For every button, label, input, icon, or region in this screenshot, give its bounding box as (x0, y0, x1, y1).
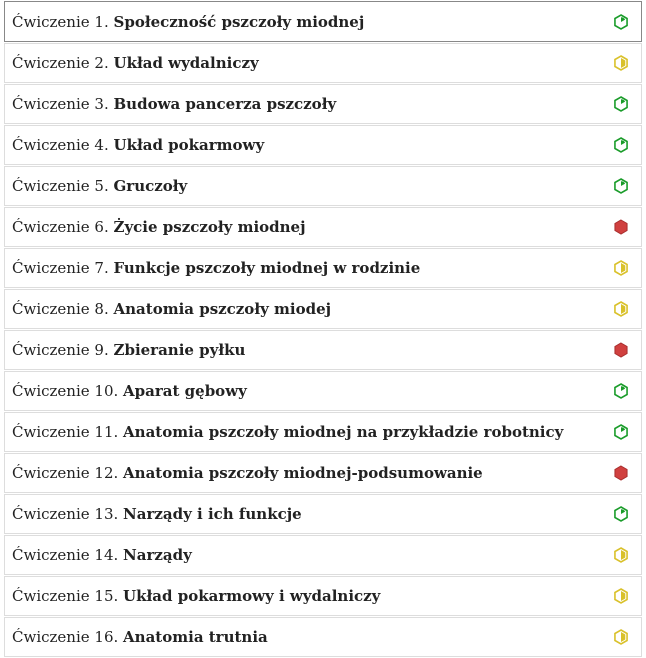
exercise-label (12, 218, 306, 236)
exercise-label (12, 628, 268, 646)
exercise-label (12, 95, 336, 113)
status-failed-icon (613, 341, 629, 359)
exercise-number: Ćwiczenie 5. (12, 177, 109, 195)
exercise-number: Ćwiczenie 15. (12, 587, 119, 605)
status-done-icon (613, 423, 629, 441)
status-partial-icon (613, 300, 629, 318)
status-done-icon (613, 13, 629, 31)
exercise-number: Ćwiczenie 9. (12, 341, 109, 359)
exercise-label (12, 587, 380, 605)
exercise-number: Ćwiczenie 2. (12, 54, 109, 72)
exercise-list (4, 1, 642, 658)
exercise-row[interactable] (4, 84, 642, 124)
exercise-title: Układ wydalniczy (113, 54, 259, 72)
exercise-number: Ćwiczenie 8. (12, 300, 109, 318)
exercise-row[interactable] (4, 494, 642, 534)
status-done-icon (613, 177, 629, 195)
exercise-title: Gruczoły (113, 177, 188, 195)
exercise-title: Układ pokarmowy (113, 136, 265, 154)
exercise-label (12, 54, 259, 72)
exercise-title: Funkcje pszczoły miodnej w rodzinie (113, 259, 421, 277)
exercise-title: Narządy i ich funkcje (123, 505, 302, 523)
exercise-number: Ćwiczenie 6. (12, 218, 109, 236)
exercise-label (12, 13, 364, 31)
exercise-number: Ćwiczenie 11. (12, 423, 119, 441)
exercise-number: Ćwiczenie 13. (12, 505, 119, 523)
status-failed-icon (613, 464, 629, 482)
status-failed-icon (613, 218, 629, 236)
exercise-number: Ćwiczenie 1. (12, 12, 109, 31)
status-done-icon (613, 382, 629, 400)
exercise-title: Narządy (123, 546, 192, 564)
exercise-row[interactable] (4, 330, 642, 370)
exercise-title: Budowa pancerza pszczoły (113, 95, 337, 113)
exercise-number: Ćwiczenie 12. (12, 464, 119, 482)
exercise-number: Ćwiczenie 7. (12, 259, 109, 277)
exercise-number: Ćwiczenie 4. (12, 136, 109, 154)
exercise-title: Anatomia pszczoły miodej (113, 300, 332, 318)
exercise-row[interactable] (4, 289, 642, 329)
exercise-label (12, 546, 192, 564)
status-partial-icon (613, 628, 629, 646)
exercise-label (12, 136, 264, 154)
exercise-label (12, 259, 420, 277)
exercise-title: Aparat gębowy (123, 382, 247, 400)
exercise-row[interactable] (4, 207, 642, 247)
status-partial-icon (613, 259, 629, 277)
exercise-number: Ćwiczenie 14. (12, 546, 119, 564)
exercise-title: Układ pokarmowy i wydalniczy (123, 587, 381, 605)
exercise-label (12, 300, 331, 318)
status-done-icon (613, 136, 629, 154)
exercise-title: Anatomia pszczoły miodnej na przykładzie robotnicy (123, 423, 564, 441)
exercise-label (12, 177, 187, 195)
exercise-row[interactable] (4, 576, 642, 616)
exercise-row[interactable] (4, 43, 642, 83)
exercise-row[interactable] (4, 617, 642, 657)
exercise-number: Ćwiczenie 16. (12, 628, 119, 646)
exercise-title: Anatomia trutnia (123, 628, 268, 646)
exercise-label (12, 464, 483, 482)
exercise-label (12, 341, 245, 359)
exercise-label (12, 423, 563, 441)
exercise-row[interactable] (4, 412, 642, 452)
exercise-row[interactable] (4, 166, 642, 206)
exercise-number: Ćwiczenie 10. (12, 382, 119, 400)
exercise-title: Społeczność pszczoły miodnej (113, 12, 365, 31)
exercise-row[interactable] (4, 453, 642, 493)
exercise-label (12, 382, 247, 400)
exercise-title: Zbieranie pyłku (113, 341, 246, 359)
exercise-number: Ćwiczenie 3. (12, 95, 109, 113)
exercise-row[interactable] (4, 125, 642, 165)
exercise-row[interactable] (4, 248, 642, 288)
status-partial-icon (613, 54, 629, 72)
exercise-title: Życie pszczoły miodnej (113, 218, 306, 236)
status-partial-icon (613, 546, 629, 564)
status-done-icon (613, 505, 629, 523)
exercise-title: Anatomia pszczoły miodnej-podsumowanie (123, 464, 483, 482)
exercise-row[interactable] (4, 1, 642, 42)
exercise-row[interactable] (4, 535, 642, 575)
status-partial-icon (613, 587, 629, 605)
exercise-row[interactable] (4, 371, 642, 411)
exercise-label (12, 505, 302, 523)
status-done-icon (613, 95, 629, 113)
